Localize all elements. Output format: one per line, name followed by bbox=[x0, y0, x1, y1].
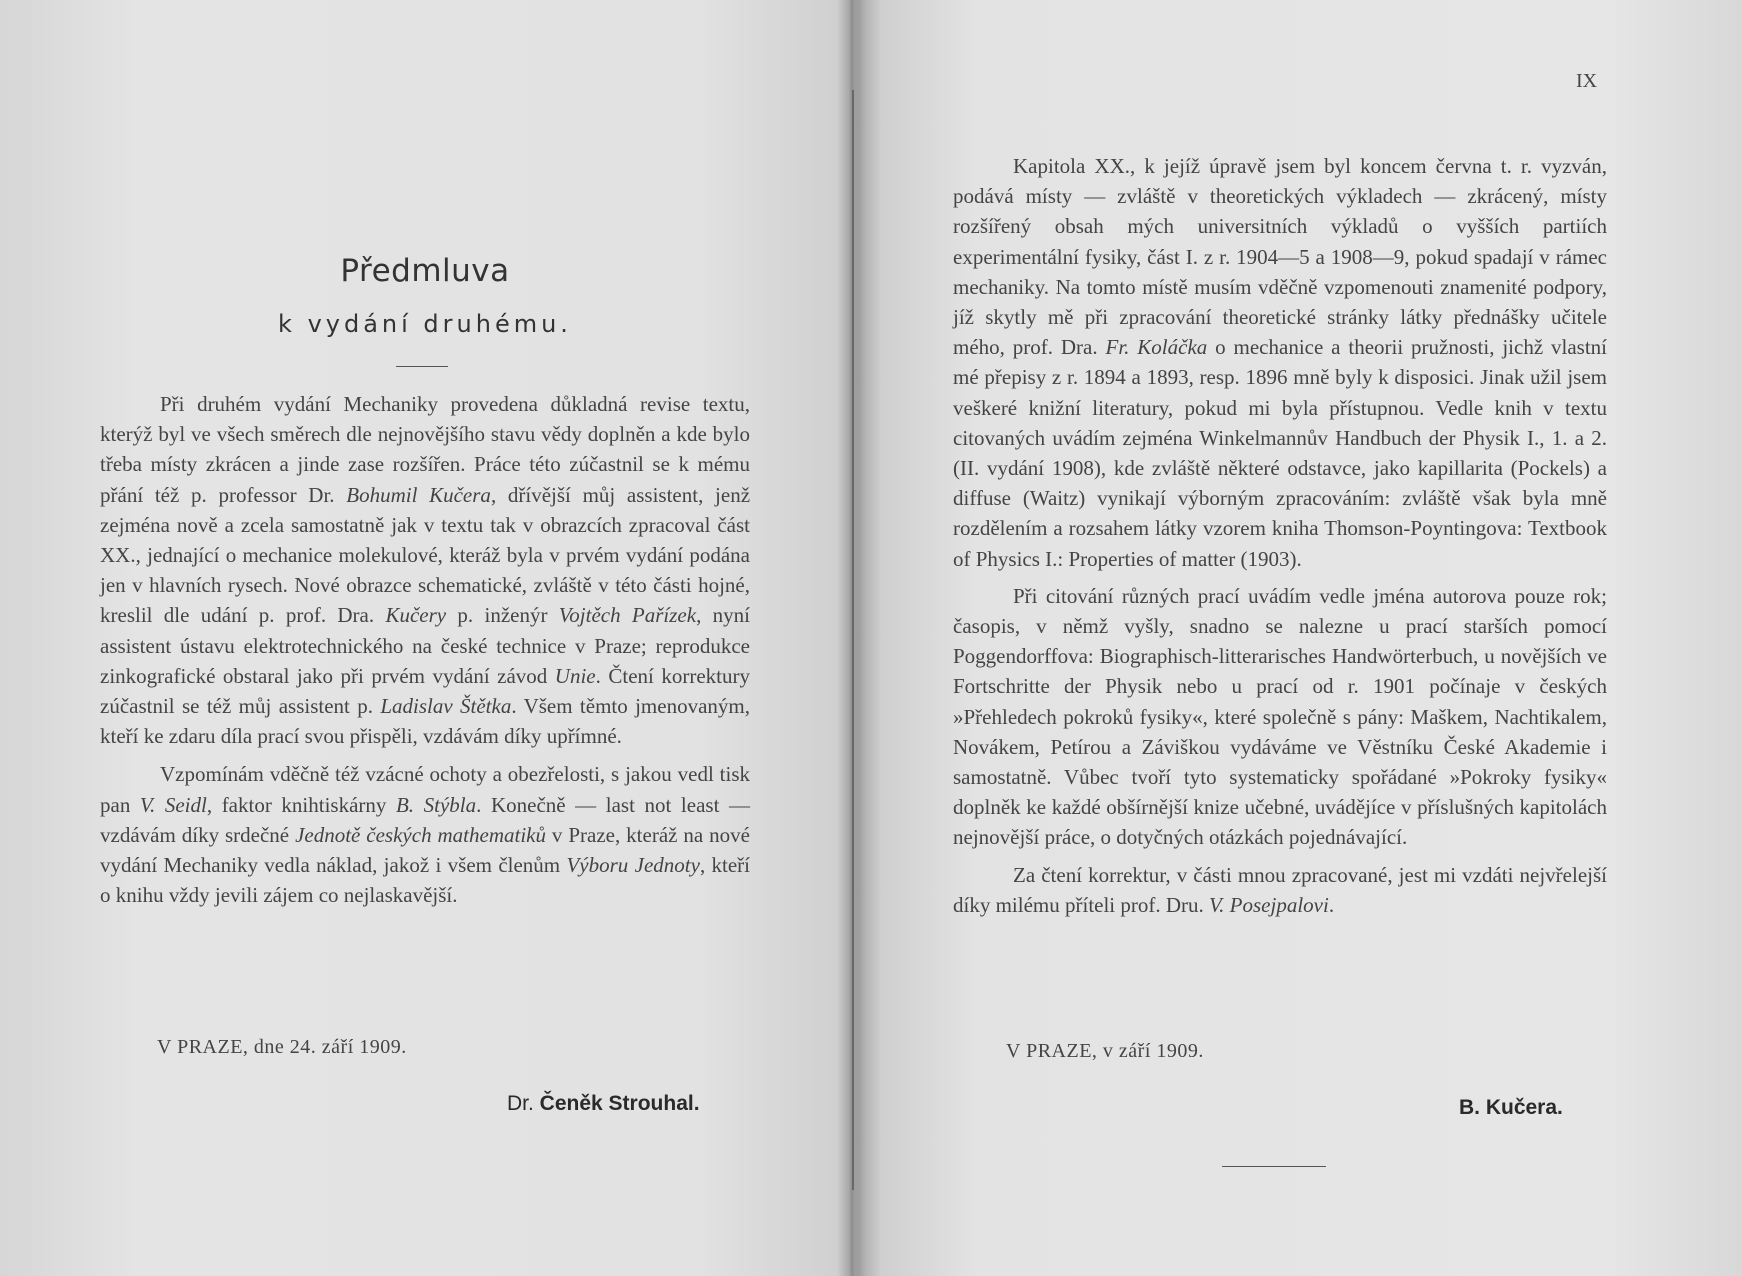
text-run: . Konečně — last not least — vzdávám díky srdečné bbox=[100, 792, 750, 847]
italic-run: Fr. Koláčka bbox=[1105, 335, 1208, 360]
dateline-left: V PRAZE, dne 24. září 1909. bbox=[157, 1036, 407, 1058]
left-page bbox=[0, 0, 850, 1276]
text-run: Při druhém vydání Mechaniky provedena důkladná revise textu, kterýž byl ve všech směrech dle nejnovějšího stavu vědy doplněn a kde bylo třeba místy zkrácen a jinde zase rozšířen. Práce této zúčastnil se k mému přání též p. professor Dr. bbox=[100, 392, 750, 507]
preface-body-right bbox=[953, 151, 1607, 920]
text-run: p. inženýr bbox=[446, 603, 559, 628]
text-run: Vzpomínám vděčně též vzácné ochoty a obezřelosti, s jakou vedl tisk pan bbox=[100, 762, 750, 817]
title-divider bbox=[396, 366, 448, 367]
italic-run: Kučery bbox=[385, 603, 447, 628]
text-run: Při citování různých prací uvádím vedle jména autorova pouze rok; časopis, v němž vyšly, snadno se nalezne u prací starších pomocí Poggendorffova: Biographisch-litterarisches Handwörterbuch, u novějších ve Fortschritte der Physik nebo u prací od r. 1901 počínaje v českých »Přehledech pokroků fysiky«, které společně s pány: Maškem, Nachtikalem, Novákem, Petírou a Záviškou vydáváme ve Věstníku České Akademie i samostatně. Vůbec tvoří tyto systematicky spořádané »Pokroky fysiky« doplněk ke každé obšírnější knize učebné, uvádějíce v příslušných kapitolách nejnovější práce, o dotyčných otázkách pojednávající. bbox=[953, 583, 1607, 850]
italic-run: Ladislav Štětka bbox=[380, 694, 512, 719]
text-run: Kapitola XX., k jejíž úpravě jsem byl koncem června t. r. vyzván, podává místy — zvláště v theoretických výkladech — zkrácený, místy rozšířený obsah mých universitních výkladů o vyšších partiích experimentální fysiky, část I. z r. 1904—5 a 1908—9, pokud spadají v rámec mechaniky. Na tomto místě musím vděčně vzpomenouti znamenité podpory, jíž skytly mě při zpracování theoretické stránky látky přednášky učitele mého, prof. Dra. bbox=[953, 154, 1607, 360]
text-run: v Praze, kteráž na nové vydání Mechaniky vedla náklad, jakož i všem členům bbox=[100, 822, 750, 878]
preface-title: Předmluva bbox=[340, 253, 510, 289]
italic-run: V. Posejpalovi bbox=[1209, 892, 1329, 917]
paragraph bbox=[953, 151, 1607, 574]
text-run: , faktor knihtiskárny bbox=[206, 792, 396, 817]
signature-kucera: B. Kučera. bbox=[1459, 1096, 1563, 1119]
signature-strouhal bbox=[507, 1092, 700, 1116]
text-run: , nyní assistent ústavu elektrotechnického na české technice v Praze; reprodukce zinkografické obstaral jako při prvém vydání závod bbox=[100, 603, 750, 688]
right-page bbox=[866, 0, 1742, 1276]
italic-run: Unie bbox=[554, 663, 596, 688]
paragraph bbox=[100, 389, 750, 751]
italic-run: Vojtěch Pařízek bbox=[558, 603, 697, 628]
italic-run: Výboru Jednoty bbox=[566, 853, 700, 878]
text-run: . Všem těmto jmenovaným, kteří ke zdaru díla prací svou přispěli, vzdávám díky upřímné. bbox=[100, 694, 750, 749]
signature-name: Čeněk Strouhal. bbox=[539, 1092, 700, 1115]
page-number: IX bbox=[1576, 70, 1598, 92]
italic-run: Jednotě českých mathematiků bbox=[295, 822, 546, 847]
paragraph bbox=[100, 759, 750, 910]
text-run: , dřívější můj assistent, jenž zejména nově a zcela samostatně jak v textu tak v obrazcích zpracoval část XX., jednající o mechanice molekulové, kteráž byla v prvém vydání podána jen v hlavních rysech. Nové obrazce schematické, zvláště v této části hojné, kreslil dle udání p. prof. Dra. bbox=[100, 482, 751, 628]
italic-run: Bohumil Kučera bbox=[346, 482, 491, 507]
text-run: . bbox=[1328, 892, 1335, 917]
italic-run: B. Stýbla bbox=[395, 792, 477, 817]
paragraph bbox=[953, 581, 1607, 853]
dateline-right: V PRAZE, v září 1909. bbox=[1006, 1040, 1204, 1062]
preface-body-left bbox=[100, 389, 750, 910]
italic-run: V. Seidl bbox=[139, 792, 207, 817]
text-run: , kteří o knihu vždy jevili zájem co nejlaskavější. bbox=[100, 853, 751, 908]
paragraph bbox=[953, 860, 1607, 920]
text-run: o mechanice a theorii pružnosti, jichž vlastní mé přepisy z r. 1894 a 1893, resp. 1896 mně byly k disposici. Jinak užil jsem veškeré knižní literatury, pokud mi byla přístupnou. Vedle knih v textu citovaných uvádím zejména Winkelmannův Handbuch der Physik I., 1. a 2. (II. vydání 1908), kde zvláště některé odstavce, jako kapillarita (Pockels) a diffuse (Waitz) vynikají výborným zpracováním: zvláště však byla mně rozdělením a rozsahem látky vzorem kniha Thomson-Poyntingova: Textbook of Physics I.: Properties of matter (1903). bbox=[953, 335, 1608, 571]
end-divider bbox=[1222, 1166, 1326, 1167]
text-run: Za čtení korrektur, v části mnou zpracované, jest mi vzdáti nejvřelejší díky milému příteli prof. Dru. bbox=[953, 862, 1607, 917]
preface-subtitle: k vydání druhému. bbox=[278, 310, 572, 338]
signature-prefix: Dr. bbox=[507, 1092, 540, 1115]
binding-seam bbox=[852, 90, 854, 1190]
text-run: . Čtení korrektury zúčastnil se též můj assistent p. bbox=[100, 663, 750, 719]
